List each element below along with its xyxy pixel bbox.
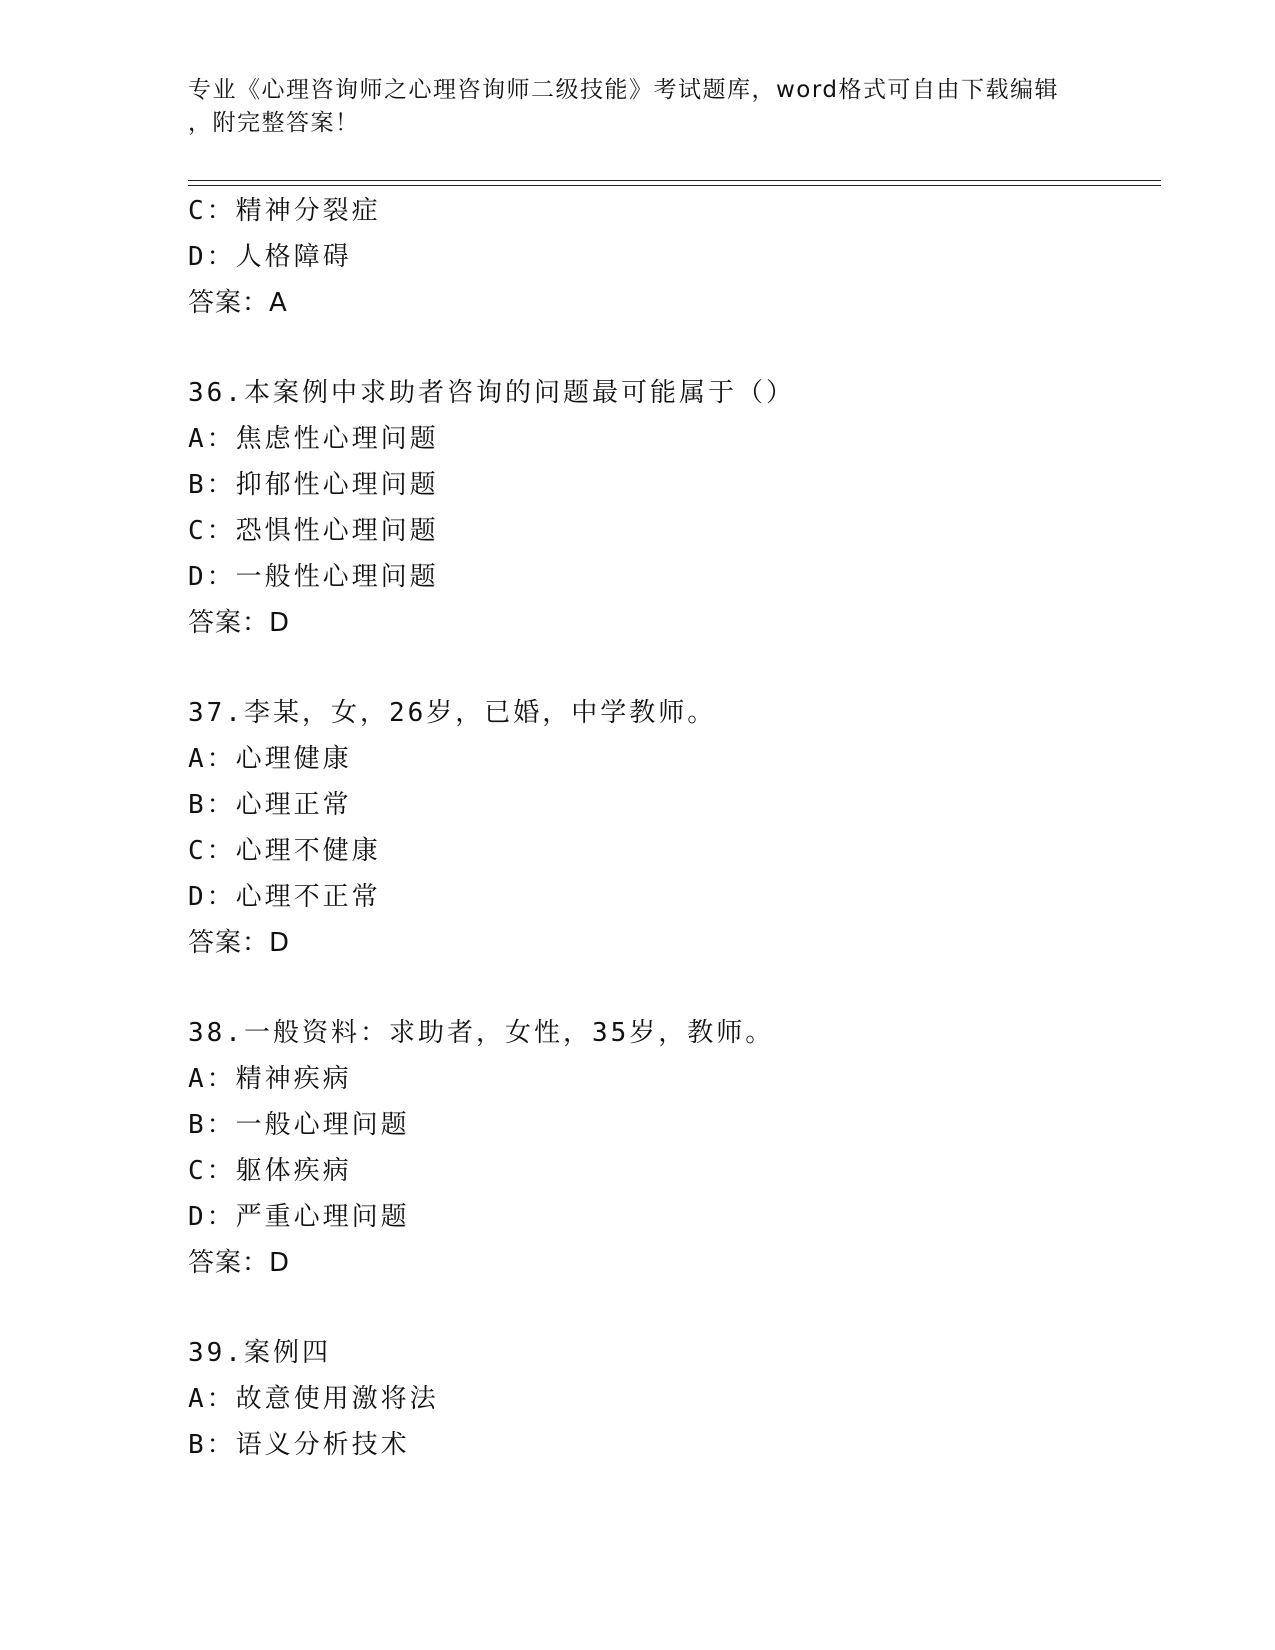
option-letter: D： — [188, 882, 236, 912]
question-38 — [188, 1010, 1148, 1286]
option-b — [188, 1422, 1148, 1468]
header-line-2: ，附完整答案！ — [188, 110, 360, 136]
question-stem: 38.一般资料：求助者，女性，35岁，教师。 — [188, 1018, 775, 1048]
option-text: 一般心理问题 — [235, 1110, 410, 1140]
option-letter: D： — [188, 1202, 236, 1232]
option-b — [188, 782, 1148, 828]
option-a — [188, 1376, 1148, 1422]
option-letter: D： — [188, 242, 236, 272]
question-stem: 37.李某，女，26岁，已婚，中学教师。 — [188, 698, 717, 728]
option-b — [188, 1102, 1148, 1148]
option-c — [188, 508, 1148, 554]
option-letter: B： — [188, 1110, 236, 1140]
option-letter: B： — [188, 470, 236, 500]
option-c — [188, 188, 1148, 234]
question-39 — [188, 1330, 1148, 1468]
question-36 — [188, 370, 1148, 646]
option-text: 严重心理问题 — [235, 1202, 410, 1232]
option-c — [188, 1148, 1148, 1194]
option-d — [188, 1194, 1148, 1240]
header-rule-bottom — [188, 185, 1161, 186]
question-stem: 39.案例四 — [188, 1338, 331, 1368]
option-text: 心理不正常 — [235, 882, 381, 912]
question-37 — [188, 690, 1148, 966]
option-letter: A： — [188, 744, 236, 774]
answer-line: 答案：A — [188, 288, 288, 318]
question-list — [188, 188, 1148, 1512]
header-line-1: 专业《心理咨询师之心理咨询师二级技能》考试题库，word格式可自由下载编辑 — [188, 77, 1060, 103]
option-text: 恐惧性心理问题 — [235, 516, 439, 546]
answer-line: 答案：D — [188, 1248, 291, 1278]
question-35-continued — [188, 188, 1148, 326]
option-text: 人格障碍 — [235, 242, 352, 272]
option-a — [188, 416, 1148, 462]
option-letter: C： — [188, 196, 236, 226]
option-c — [188, 828, 1148, 874]
document-header — [188, 74, 1088, 140]
option-a — [188, 1056, 1148, 1102]
option-d — [188, 554, 1148, 600]
option-text: 故意使用激将法 — [235, 1384, 439, 1414]
option-d — [188, 234, 1148, 280]
answer-line: 答案：D — [188, 928, 291, 958]
option-letter: C： — [188, 1156, 236, 1186]
question-stem: 36.本案例中求助者咨询的问题最可能属于（） — [188, 378, 795, 408]
option-text: 精神疾病 — [235, 1064, 352, 1094]
option-text: 焦虑性心理问题 — [235, 424, 439, 454]
option-text: 一般性心理问题 — [235, 562, 439, 592]
option-text: 精神分裂症 — [235, 196, 381, 226]
option-text: 语义分析技术 — [235, 1430, 410, 1460]
option-text: 心理健康 — [235, 744, 352, 774]
option-text: 心理不健康 — [235, 836, 381, 866]
option-a — [188, 736, 1148, 782]
option-letter: C： — [188, 836, 236, 866]
answer-line: 答案：D — [188, 608, 291, 638]
option-text: 抑郁性心理问题 — [235, 470, 439, 500]
option-letter: A： — [188, 424, 236, 454]
option-letter: B： — [188, 790, 236, 820]
option-d — [188, 874, 1148, 920]
option-letter: D： — [188, 562, 236, 592]
option-letter: B： — [188, 1430, 236, 1460]
option-text: 心理正常 — [235, 790, 352, 820]
option-letter: A： — [188, 1384, 236, 1414]
option-letter: C： — [188, 516, 236, 546]
option-text: 躯体疾病 — [235, 1156, 352, 1186]
header-rule-top — [188, 180, 1161, 181]
option-letter: A： — [188, 1064, 236, 1094]
option-b — [188, 462, 1148, 508]
